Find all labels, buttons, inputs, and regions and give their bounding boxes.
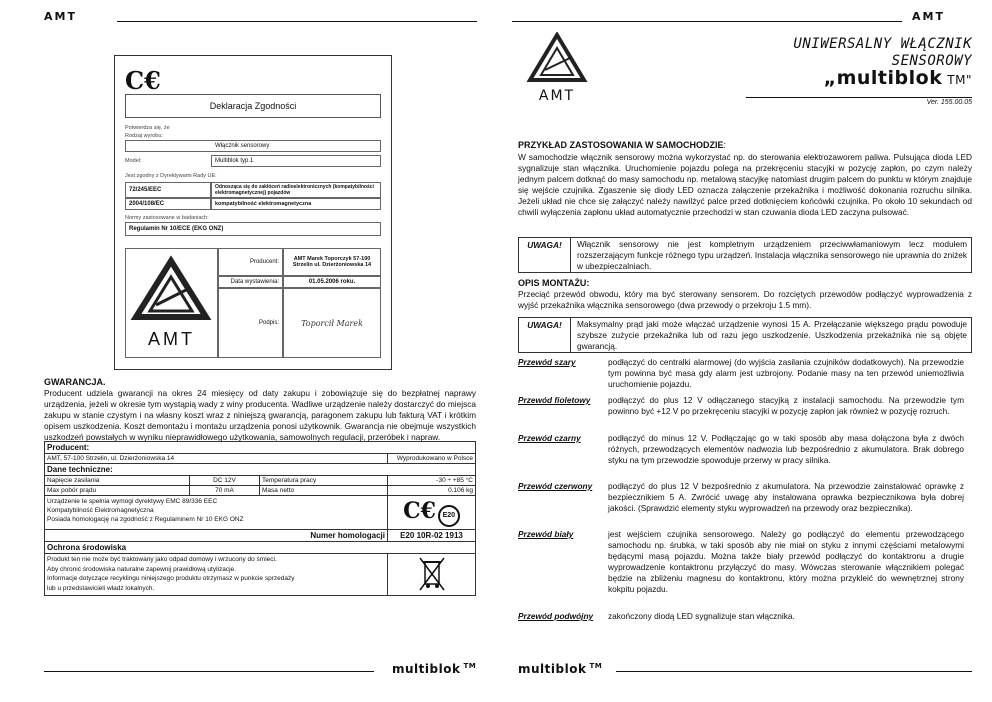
wire-red-label: Przewód czerwony bbox=[518, 481, 593, 491]
signature-label: Podpis: bbox=[218, 288, 283, 358]
tech-data-header: Dane techniczne: bbox=[45, 464, 476, 476]
emc-info bbox=[45, 496, 388, 530]
homologation-number: E20 10R-02 1913 bbox=[388, 530, 476, 542]
declaration-of-conformity bbox=[114, 55, 392, 370]
directive-1: 72/245/EEC bbox=[125, 182, 211, 198]
amt-logo-right bbox=[526, 32, 588, 104]
environment-text bbox=[45, 554, 388, 596]
emc-line-2: Kompatybilność Elektromagnetyczna bbox=[47, 507, 154, 514]
supply-voltage-label: Napięcie zasilania bbox=[45, 476, 190, 486]
compliant-label: Jest zgodny z Dyrektywami Rady UE: bbox=[125, 173, 217, 179]
warning-text-1: Włącznik sensorowy nie jest kompletnym urządzeniem przeciwwłamaniowym lecz modułem rozszerzającym funkcje różnego typu urządzeń. Instalacja włącznika sensorowego nie uprawnia do zniżek w ubezpieczalniach. bbox=[577, 239, 967, 271]
regulation: Regulamin Nr 10/ECE (EKG ONZ) bbox=[125, 222, 381, 236]
footer-line-right bbox=[616, 671, 972, 672]
producer-label: Producent: bbox=[218, 248, 283, 276]
warning-label-1: UWAGA! bbox=[519, 238, 571, 272]
amt-triangle-icon bbox=[526, 32, 588, 84]
producer-header: Producent: bbox=[45, 442, 476, 454]
wire-black-text: podłączyć do minus 12 V. Podłączając go w taki sposób aby masa dołączona była z dwóch różnych, przewodzących elementów nadwozia lub bezpośrednio z akumulatora. Brak dobrego styku na tym przewodzie spowoduje przerwy w pracy silnika. bbox=[608, 433, 964, 465]
wire-gray-text: podłączyć do centralki alarmowej (do wyjścia zasilania czujników dodatkowych). Na przewodzie tym powinna być masa gdy alarm jest uzbrojony. Podanie masy na ten przewód uniemożliwia uruchomienie pojazdu. bbox=[608, 357, 964, 389]
title-line-3 bbox=[793, 67, 972, 89]
signature: Toporcił Marek bbox=[283, 288, 381, 358]
title-tm: TM" bbox=[947, 73, 972, 87]
version: Ver. 155.00.05 bbox=[926, 99, 972, 106]
directive-2-desc: kompatybilność elektromagnetyczna bbox=[211, 198, 381, 210]
footer-tm: TM bbox=[463, 662, 477, 670]
operating-temp-label: Temperatura pracy bbox=[260, 476, 388, 486]
issue-date-label: Data wystawienia: bbox=[218, 276, 283, 288]
ce-mark: C€ bbox=[125, 66, 161, 95]
model: Multiblok typ.1 bbox=[215, 158, 254, 164]
example-heading-text: PRZYKŁAD ZASTOSOWANIA W SAMOCHODZIE bbox=[518, 140, 724, 150]
warranty-title: GWARANCJA. bbox=[44, 377, 106, 387]
env-line-1: Produkt ten nie może być traktowany jako odpad domowy i wrzucony do śmieci. bbox=[47, 556, 277, 563]
max-current: 70 mA bbox=[190, 486, 260, 496]
model-box bbox=[211, 155, 381, 167]
wire-black-label: Przewód czarny bbox=[518, 433, 581, 443]
wire-white-label: Przewód biały bbox=[518, 529, 574, 539]
producer-address: AMT, 57-100 Strzelin, ul. Dzierżoniowska 14 bbox=[45, 454, 388, 464]
directive-2: 2004/108/EC bbox=[125, 198, 211, 210]
wire-white-text: jest wejściem czujnika sensorowego. Należy go podłączyć do elementu przewodzącego samochodu np. śrubka, w taki sposób aby nie miał on styku z innymi częściami metalowymi będącymi masą pojazdu. Można także biały przewód podłączyć do kontaktronu a drugie wyprowadzenie kontaktronu przyłączyć do masy. Wówczas sterowanie włącznikiem polegać będzie na zbliżeniu magnesu do kontaktronu, który można przykleić do wewnętrznej strony kokpitu pojazdu. bbox=[608, 529, 964, 594]
confirm-label: Potwierdza się, że bbox=[125, 125, 170, 131]
header-brand-right: AMT bbox=[912, 10, 945, 23]
environment-header: Ochrona środowiska bbox=[45, 542, 476, 554]
warning-box-1 bbox=[518, 237, 972, 273]
emc-line-3: Posiada homologację na zgodność z Regulaminem Nr 10 EKG ONZ bbox=[47, 516, 244, 523]
wire-red-text: podłączyć do plus 12 V bezpośrednio z akumulatora. Na przewodzie zainstalować oprawkę z bezpiecznikiem 5 A. Zwrócić uwagę aby instalowana oprawka bezpiecznikowa była dobrej jakości. (Sprawdzić elementy styku wyprowadzeń na przewody oraz bezpiecznika). bbox=[608, 481, 964, 513]
net-mass-label: Masa netto bbox=[260, 486, 388, 496]
header-line-right bbox=[512, 21, 902, 22]
footer-brand-text: multiblok bbox=[392, 662, 461, 676]
env-line-3: Informacje dotyczące recyklingu niniejszego produktu otrzymasz w punkcie sprzedaży bbox=[47, 575, 295, 582]
product-title bbox=[793, 36, 972, 89]
warning-label-2: UWAGA! bbox=[519, 318, 571, 352]
ce-mark-2: C€ bbox=[403, 497, 436, 524]
installation-text: Przeciąć przewód obwodu, który ma być sterowany sensorem. Do rozciętych przewodów podłączyć wyprowadzenia z wyjść przekaźnika włącznika sensorowego (dwa przewody o przekroju 1.5 mm). bbox=[518, 289, 972, 310]
warranty-text: Producent udziela gwarancji na okres 24 miesięcy od daty zakupu i zobowiązuje się do bezpłatnej naprawy urządzenia, jeżeli w okresie tym wystąpią wady z winy producenta. Wadliwe urządzenie należy dostarczyć do miejsca zakupu w stanie czystym i na własny koszt wraz z niniejszą gwarancją, paragonem zakupu lub fakturą VAT i krótkim opisem uszkodzenia. Koszt demontażu i montażu urządzenia ponosi użytkownik. Gwarancja nie obejmuje wszystkich uszkodzeń powstałych w wyniku nieprawidłowego użytkowania, samowolnych regulacji, przeróbek i napraw. bbox=[44, 388, 476, 442]
producer: AMT Marek Toporczyk 57-100 Strzelin ul. Dzierżoniowska 14 bbox=[283, 248, 381, 276]
supply-voltage: DC 12V bbox=[190, 476, 260, 486]
title-multiblok: „multiblok bbox=[823, 67, 943, 89]
warning-box-2 bbox=[518, 317, 972, 353]
footer-line bbox=[44, 671, 374, 672]
example-heading-colon: : bbox=[723, 140, 727, 150]
wire-violet-text: podłączyć do plus 12 V odłączanego stacyjką z instalacji samochodu. Na przewodzie tym powinno być +12 V po przekręceniu stacyjki w pozycję zapłon jak również w pozycję rozruch. bbox=[608, 395, 964, 416]
weee-bin-cell bbox=[388, 554, 476, 596]
issue-date: 01.05.2006 roku. bbox=[283, 276, 381, 288]
homologation-label: Numer homologacji bbox=[45, 530, 388, 542]
wire-gray-label: Przewód szary bbox=[518, 357, 576, 367]
footer-tm-right: TM bbox=[589, 662, 603, 670]
model-label: Model: bbox=[125, 158, 142, 164]
wire-violet-label: Przewód fioletowy bbox=[518, 395, 591, 405]
example-heading bbox=[518, 140, 726, 150]
logo-text-right: AMT bbox=[538, 88, 576, 104]
warning-text-2: Maksymalny prąd jaki może włączać urządzenie wynosi 15 A. Przełączanie większego prądu powoduje szybsze zużycie przekaźnika lub od razu jego uszkodzenie. Uszkodzenia przekaźnika nie są objęte gwarancją. bbox=[577, 319, 967, 351]
header-line bbox=[117, 21, 477, 22]
right-page bbox=[496, 0, 992, 702]
logo-cell bbox=[125, 248, 218, 358]
max-current-label: Max pobór prądu bbox=[45, 486, 190, 496]
wire-double-label: Przewód podwójny bbox=[518, 611, 594, 621]
made-in: Wyprodukowano w Polsce bbox=[388, 454, 476, 464]
footer-brand-right bbox=[518, 662, 602, 676]
net-mass: 0.106 kg bbox=[388, 486, 476, 496]
product-type: Włącznik sensorowy bbox=[215, 143, 270, 149]
product-type-label: Rodzaj wyrobu: bbox=[125, 133, 163, 139]
env-line-4: lub u przedstawicieli władz lokalnych. bbox=[47, 584, 155, 592]
cert-marks bbox=[388, 496, 476, 530]
crossed-bin-icon bbox=[417, 556, 447, 592]
footer-brand-text-right: multiblok bbox=[518, 662, 587, 676]
title-line-2: SENSOROWY bbox=[891, 53, 972, 69]
title-rule bbox=[746, 97, 972, 98]
e20-mark-icon: E20 bbox=[438, 505, 460, 527]
installation-heading: OPIS MONTAŻU: bbox=[518, 278, 590, 288]
wire-double-text: zakończony diodą LED sygnalizuje stan włącznika. bbox=[608, 611, 795, 621]
logo-text: AMT bbox=[148, 329, 195, 349]
norms-label: Normy zastosowane w badaniach: bbox=[125, 215, 209, 221]
env-line-2: Aby chronić środowiska naturalne zapewnij prawidłową utylizacje. bbox=[47, 565, 236, 573]
operating-temp: -30 ÷ +85 °C bbox=[388, 476, 476, 486]
header-brand: AMT bbox=[44, 10, 77, 23]
product-type-box bbox=[125, 140, 381, 152]
directive-1-desc: Odnosząca się do zakłóceń radioelektronicznych (kompatybilności elektromagnetycznej) pojazdów bbox=[211, 182, 381, 198]
declaration-title: Deklaracja Zgodności bbox=[125, 94, 381, 118]
emc-line-1: Urządzenie te spełnia wymogi dyrektywy EMC 89/336 EEC bbox=[47, 498, 218, 505]
title-line-1: UNIWERSALNY WŁĄCZNIK bbox=[793, 36, 972, 52]
footer-brand bbox=[392, 662, 476, 676]
example-text: W samochodzie włącznik sensorowy można wykorzystać np. do sterowania elektrozaworem paliwa. Pulsująca dioda LED sygnalizuje stan włącznika. Uruchomienie pojazdu polega na przekręceniu stacyjki w pozycję zapłon, po czym należy jednym palcem dotknąć do masy samochodu np. metalową stacyjkę natomiast drugim palcem do punktu w którym znajduje się wejście czujnika. Zgaszenie się diody LED oznacza załączenie przekaźnika i możliwość dokonania rozruchu silnika. Jeżeli układ nie chce się załączyć należy nawilżyć palce przed dotknięciem końcówki czujnika. Po około 10 sekundach od chwili wyłączenia zapłonu układ automatycznie przechodzi w stan czuwania dioda LED zaczyna pulsować. bbox=[518, 152, 972, 217]
product-info-table bbox=[44, 441, 476, 596]
